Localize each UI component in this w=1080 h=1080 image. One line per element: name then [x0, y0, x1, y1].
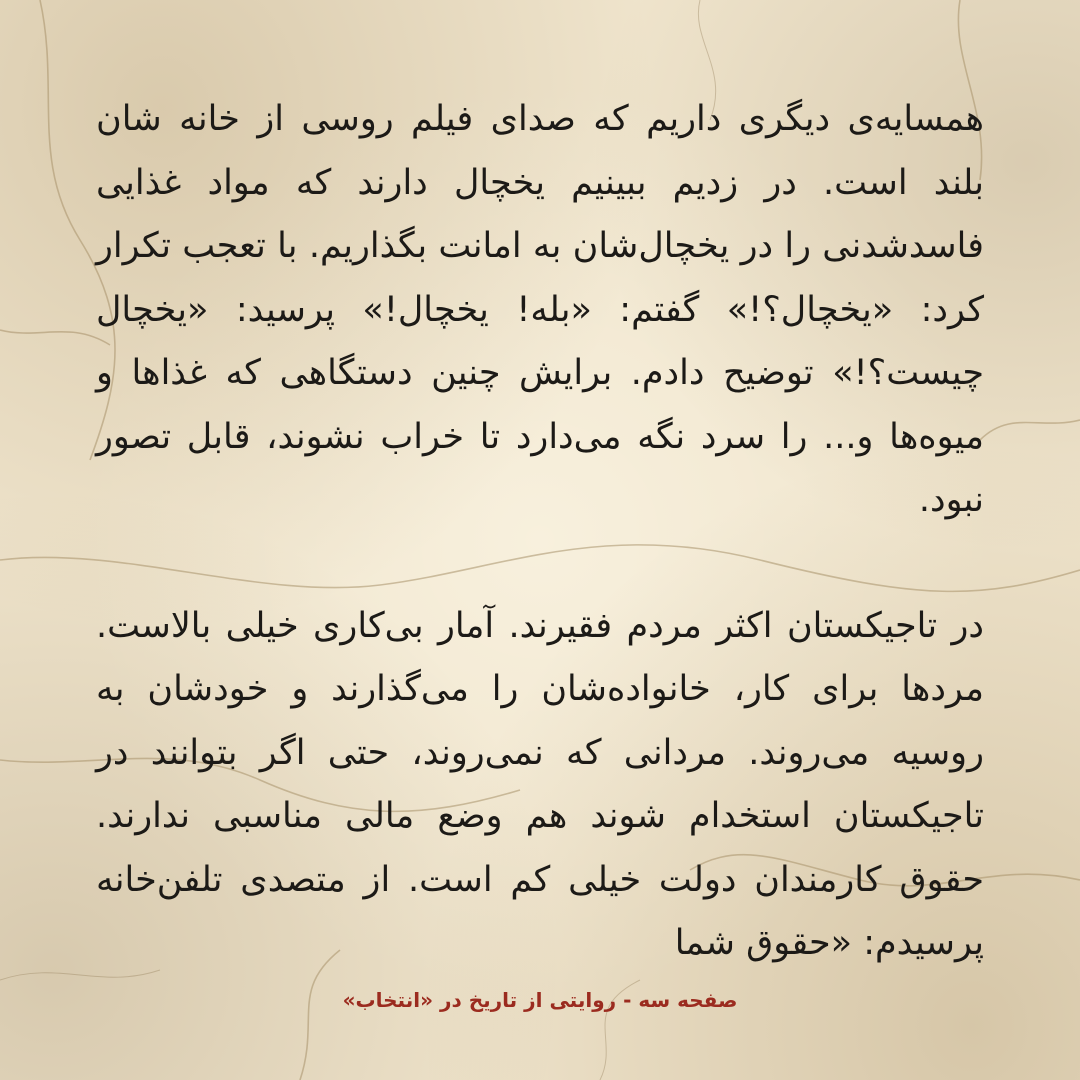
footer-caption: صفحه سه - روایتی از تاریخ در «انتخاب» — [342, 988, 738, 1012]
paragraph-spacer — [96, 533, 984, 595]
article-body — [96, 88, 984, 976]
paragraph: همسایه‌ی دیگری داریم که صدای فیلم روسی از خانه شان بلند است. در زدیم ببینیم یخچال دارند که مواد غذایی فاسدشدنی را در یخچال‌شان به امانت بگذاریم. با تعجب تکرار کرد: «یخچال؟!» گفتم: «بله! یخچال!» پرسید: «یخچال چیست؟!» توضیح دادم. برایش چنین دستگاهی که غذاها و میوه‌ها و... را سرد نگه می‌دارد تا خراب نشوند، قابل تصور نبود. — [96, 99, 984, 520]
paragraph: در تاجیکستان اکثر مردم فقیرند. آمار بی‌کاری خیلی بالاست. مردها برای کار، خانواده‌شان را می‌گذارند و خودشان به روسیه می‌روند. مردانی که نمی‌روند، حتی اگر بتوانند در تاجیکستان استخدام شوند هم وضع مالی مناسبی ندارند. حقوق کارمندان دولت خیلی کم است. از متصدی تلفن‌خانه پرسیدم: «حقوق شما — [96, 605, 984, 963]
